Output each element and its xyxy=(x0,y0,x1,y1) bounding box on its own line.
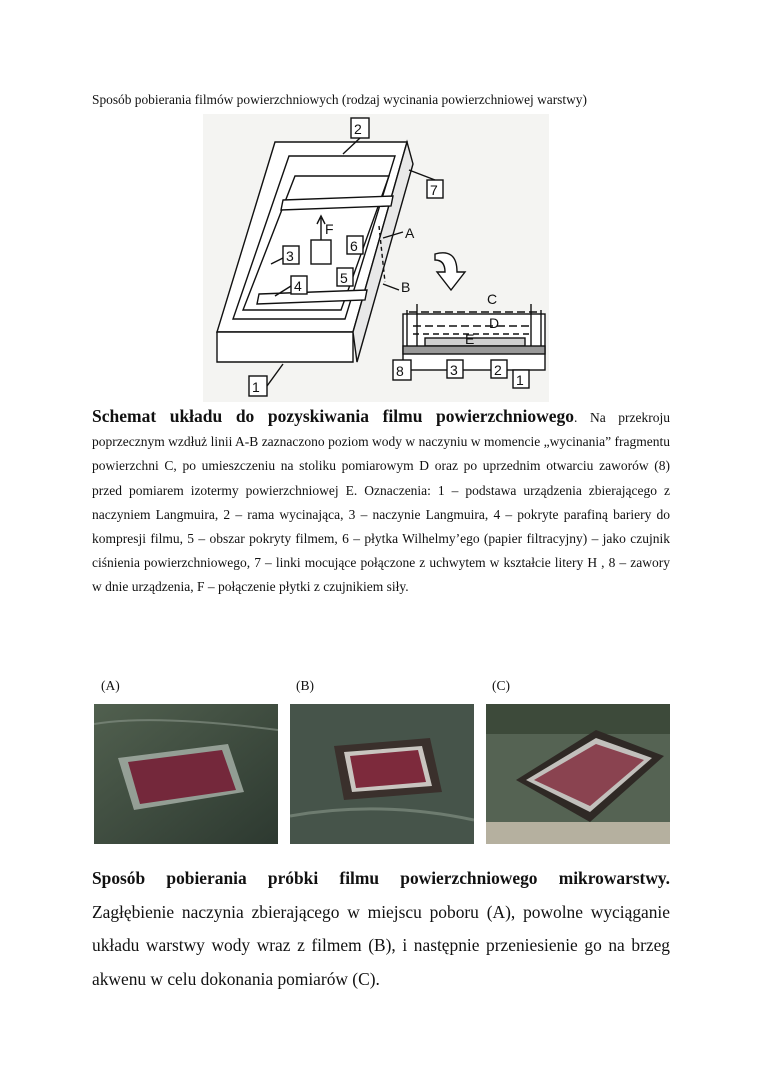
label-3: 3 xyxy=(286,248,294,264)
photo-c xyxy=(486,704,670,844)
label-d: D xyxy=(489,315,500,331)
schematic-diagram xyxy=(203,114,549,402)
label-f: F xyxy=(325,221,334,237)
label-7: 7 xyxy=(430,182,438,198)
diagram-caption-body: . Na przekroju poprzecznym wzdłuż linii A-B zaznaczono poziom wody w naczyniu w momencie „wycinania” fragmentu powierzchni C, po umieszczeniu na stoliku pomiarowym D oraz po uprzednim otwarciu zaworów (8) przed pomiarem izotermy powierzchniowej E. Oznaczenia: 1 – podstawa urządzenia zbierającego z naczyniem Langmuira, 2 – rama wycinająca, 3 – naczynie Langmuira, 4 – pokryte parafiną bariery do kompresji filmu, 5 – obszar pokryty filmem, 6 – płytka Wilhelmy’ego (papier filtracyjny) – jako czujnik ciśnienia powierzchniowego, 7 – linki mocujące połączone z uchwytem w kształcie litery H , 8 – zawory w dnie urządzenia, F – połączenie płytki z czujnikiem siły. xyxy=(92,410,670,595)
photo-b xyxy=(290,704,474,844)
label-2: 2 xyxy=(354,121,362,137)
label-2b: 2 xyxy=(494,362,502,378)
label-5: 5 xyxy=(340,270,348,286)
label-b: B xyxy=(401,279,411,295)
diagram-caption-title: Schemat układu do pozyskiwania filmu powierzchniowego xyxy=(92,406,575,426)
photo-a xyxy=(94,704,278,844)
label-6: 6 xyxy=(350,238,358,254)
diagram-caption xyxy=(92,404,670,600)
label-1: 1 xyxy=(252,379,260,395)
photo-label-a: (A) xyxy=(101,678,120,693)
photo-caption-body: Zagłębienie naczynia zbierającego w miejscu poboru (A), powolne wyciąganie układu warstwy wody wraz z filmem (B), i następnie przeniesienie go na brzeg akwenu w celu dokonania pomiarów (C). xyxy=(92,901,670,989)
schematic-drawing xyxy=(203,114,549,402)
label-c: C xyxy=(487,291,498,307)
label-1b: 1 xyxy=(516,372,524,388)
label-e: E xyxy=(465,331,475,347)
label-a: A xyxy=(405,225,415,241)
label-3b: 3 xyxy=(450,362,458,378)
photo-caption xyxy=(92,862,670,996)
label-8: 8 xyxy=(396,363,404,379)
photo-caption-title: Sposób pobierania próbki filmu powierzchniowego mikrowarstwy. xyxy=(92,868,670,888)
page-heading: Sposób pobierania filmów powierzchniowych (rodzaj wycinania powierzchniowej warstwy) xyxy=(92,92,587,107)
photo-label-c: (C) xyxy=(492,678,510,693)
label-4: 4 xyxy=(294,278,302,294)
photo-label-b: (B) xyxy=(296,678,314,693)
